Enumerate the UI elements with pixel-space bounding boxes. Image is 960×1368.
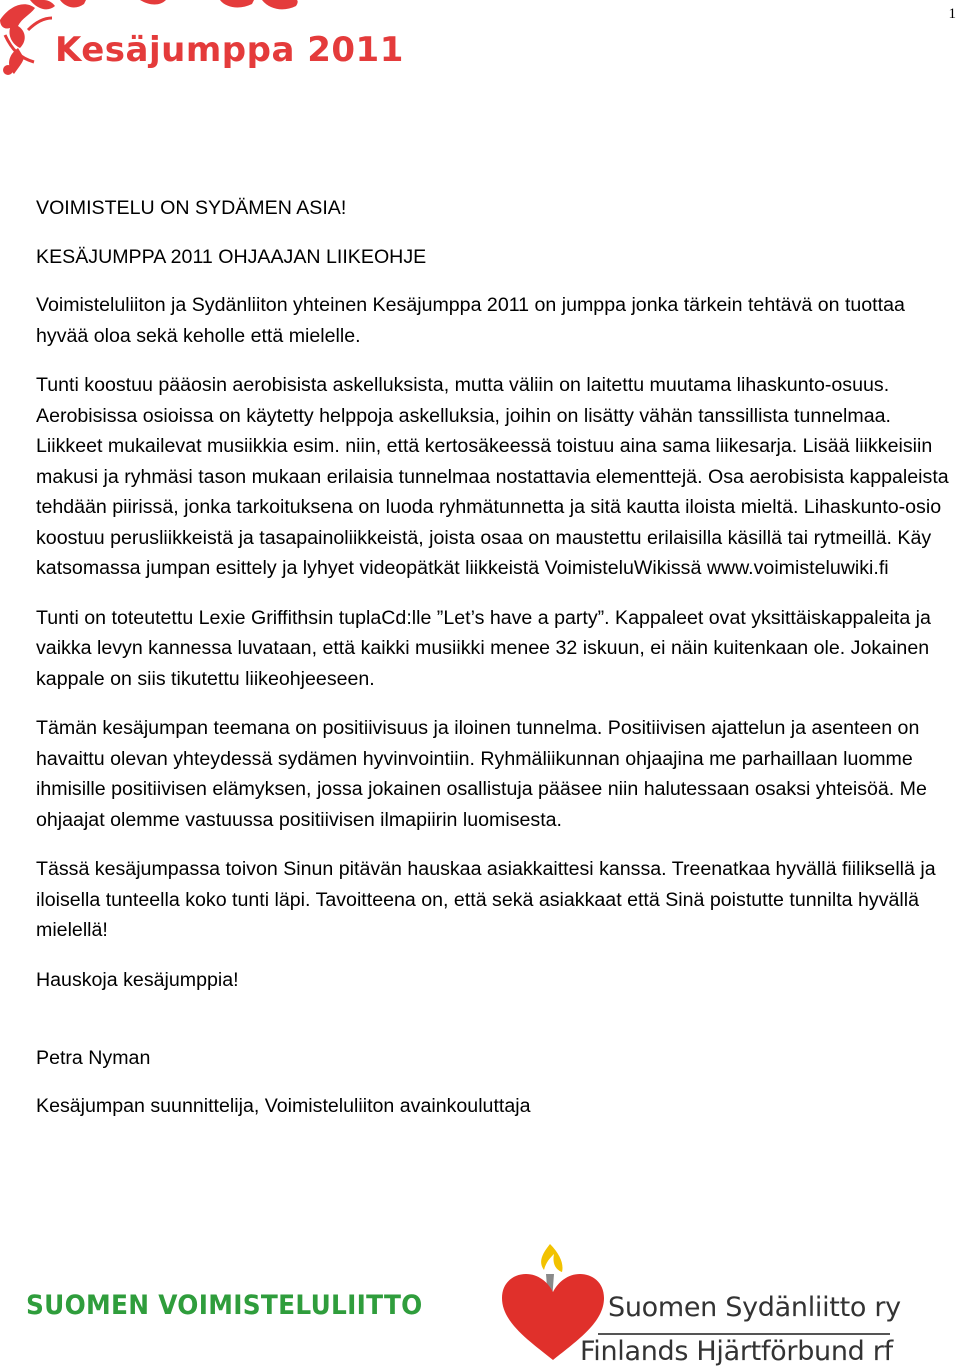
sydanliitto-logo bbox=[498, 1240, 928, 1365]
page-number: 1 bbox=[948, 6, 956, 22]
divider bbox=[598, 1333, 890, 1335]
letter-body bbox=[36, 193, 954, 1121]
paragraph: Tunti on toteutettu Lexie Griffithsin tuplaCd:lle ”Let’s have a party”. Kappaleet ovat yksittäiskappaleita ja vaikka levyn kannessa luvataan, että kaikki musiikki menee 32 iskuun, ei näin kuitenkaan ole. Jokainen kappale on siis tikutettu liikeohjeeseen. bbox=[36, 606, 931, 690]
paragraph: Voimisteluliiton ja Sydänliiton yhteinen Kesäjumppa 2011 on jumppa jonka tärkein tehtävä on tuottaa hyvää oloa sekä keholle että mielelle. bbox=[36, 294, 905, 347]
signature-title: Kesäjumpan suunnittelija, Voimisteluliiton avainkouluttaja bbox=[36, 1094, 531, 1117]
heading-subtitle: KESÄJUMPPA 2011 OHJAAJAN LIIKEOHJE bbox=[36, 245, 427, 268]
voimisteluliitto-logo: SUOMEN VOIMISTELULIITTO bbox=[26, 1290, 423, 1321]
logo-title: Kesäjumppa 2011 bbox=[55, 30, 404, 70]
sydanliitto-swedish-name: Finlands Hjärtförbund rf bbox=[580, 1336, 893, 1367]
kesajumppa-logo bbox=[0, 0, 404, 85]
paragraph: Tämän kesäjumpan teemana on positiivisuus ja iloinen tunnelma. Positiivisen ajattelun ja asenteen on havaittu olevan yhteydessä sydämen hyvinvointiin. Ryhmäliikunnan ohjaajina me parhaillaan luomme ihmisille positiivisen elämyksen, jossa jokainen osallistuja pääsee niin halutessaan osaksi yhteisöä. Me ohjaajat olemme vastuussa positiivisen ilmapiirin luomisesta. bbox=[36, 717, 927, 831]
paragraph: Tunti koostuu pääosin aerobisista askelluksista, mutta väliin on laitettu muutama lihaskunto-osuus. Aerobisissa osioissa on käytetty helppoja askelluksia, joihin on lisätty vähän tanssillista tunnelmaa. Liikkeet mukailevat musiikkia esim. niin, että kertosäkeessä toistuu aina sama liikesarja. Lisää liikkeisiin makusi ja ryhmäsi tason mukaan erilaisia tunnelmaa nostattavia elementtejä. Osa aerobisista kappaleista tehdään piirissä, jonka tarkoituksena on luoda ryhmätunnetta ja sitä kautta iloista mieltä. Lihaskunto-osio koostuu perusliikkeistä ja tasapainoliikkeistä, joista osaa on maustettu erilaisilla käsillä tai rytmeillä. Käy katsomassa jumpan esittely ja lyhyet videopätkät liikkeistä VoimisteluWikissä www.voimisteluwiki.fi bbox=[36, 374, 949, 579]
sydanliitto-name: Suomen Sydänliitto ry bbox=[608, 1292, 901, 1323]
heading-title: VOIMISTELU ON SYDÄMEN ASIA! bbox=[36, 197, 347, 219]
signature-name: Petra Nyman bbox=[36, 1047, 151, 1069]
paragraph: Tässä kesäjumpassa toivon Sinun pitävän hauskaa asiakkaittesi kanssa. Treenatkaa hyvällä fiiliksellä ja iloisella tunteella koko tunti läpi. Tavoitteena on, että sekä asiakkaat että Sinä poistutte tunnilta hyvällä mielellä! bbox=[36, 858, 936, 941]
closing-line: Hauskoja kesäjumppia! bbox=[36, 968, 239, 991]
